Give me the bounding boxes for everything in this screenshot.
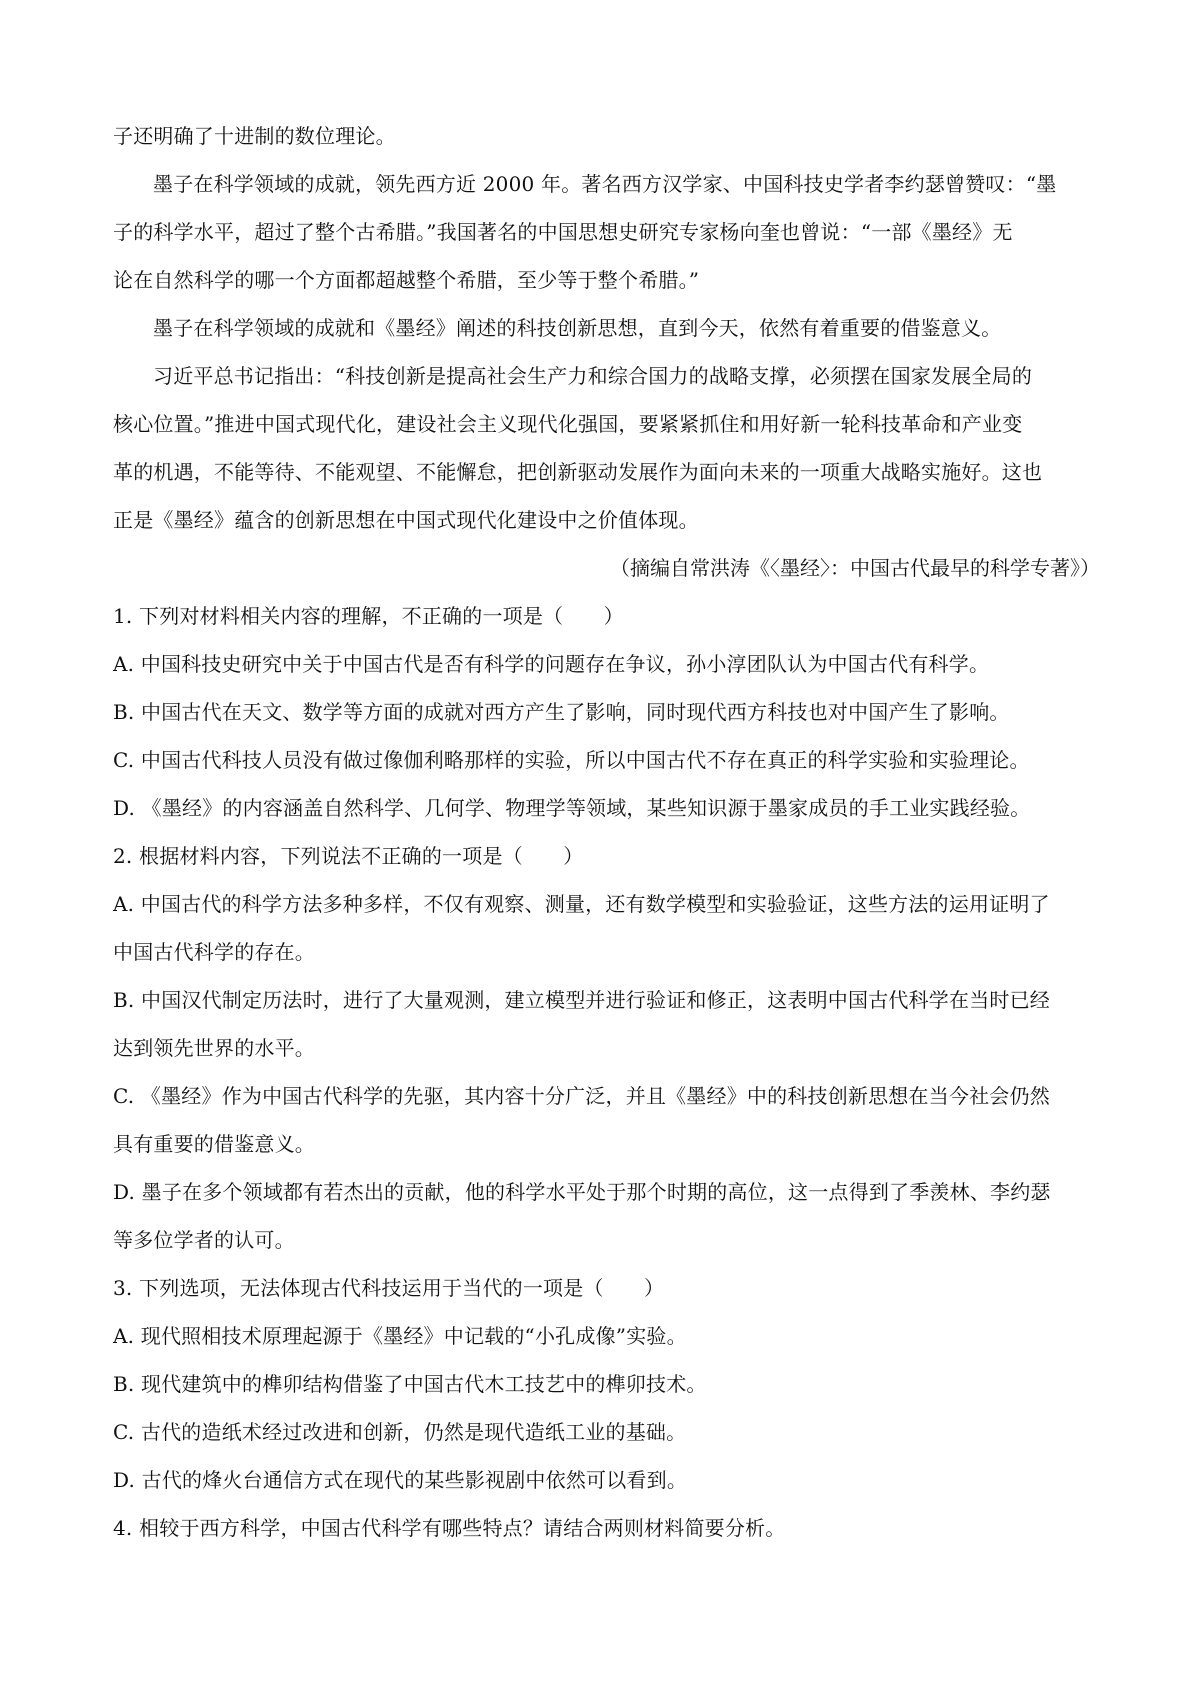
question (113, 832, 1100, 1264)
option-b: B. 现代建筑中的榫卯结构借鉴了中国古代木工技艺中的榫卯技术。 (113, 1372, 707, 1396)
question (113, 1264, 1100, 1504)
option-c: C. 《墨经》作为中国古代科学的先驱，其内容十分广泛，并且《墨经》中的科技创新思想在当今社会仍然 (113, 1084, 1050, 1108)
option-a: A. 中国古代的科学方法多种多样，不仅有观察、测量，还有数学模型和实验验证，这些方法的运用证明了 (113, 892, 1050, 916)
text-line: 墨子在科学领域的成就，领先西方近 2000 年。著名西方汉学家、中国科技史学者李约瑟曾赞叹：“墨 (153, 172, 1057, 196)
question-list (113, 592, 1100, 1552)
text-line: 子还明确了十进制的数位理论。 (113, 124, 396, 148)
option-d-continued: 等多位学者的认可。 (113, 1228, 295, 1252)
option-b: B. 中国汉代制定历法时，进行了大量观测，建立模型并进行验证和修正，这表明中国古代科学在当时已经 (113, 988, 1051, 1012)
article-paragraph (113, 304, 1100, 352)
option-a: A. 现代照相技术原理起源于《墨经》中记载的“小孔成像”实验。 (113, 1324, 687, 1348)
article-body (113, 112, 1100, 592)
article-source: （摘编自常洪涛《〈墨经〉：中国古代最早的科学专著》） (610, 556, 1100, 580)
option-a-continued: 中国古代科学的存在。 (113, 940, 315, 964)
option-d: D. 墨子在多个领域都有若杰出的贡献，他的科学水平处于那个时期的高位，这一点得到了季羡林、李约瑟 (113, 1180, 1051, 1204)
option-d: D. 古代的烽火台通信方式在现代的某些影视剧中依然可以看到。 (113, 1468, 688, 1492)
option-c: C. 古代的造纸术经过改进和创新，仍然是现代造纸工业的基础。 (113, 1420, 687, 1444)
question-stem: 1. 下列对材料相关内容的理解，不正确的一项是（ ） (113, 604, 624, 628)
option-c-continued: 具有重要的借鉴意义。 (113, 1132, 315, 1156)
option-b: B. 中国古代在天文、数学等方面的成就对西方产生了影响，同时现代西方科技也对中国产生了影响。 (113, 700, 1010, 724)
question-stem: 3. 下列选项，无法体现古代科技运用于当代的一项是（ ） (113, 1276, 665, 1300)
text-line: 核心位置。”推进中国式现代化，建设社会主义现代化强国，要紧紧抓住和用好新一轮科技革命和产业变 (113, 412, 1023, 436)
text-line: 正是《墨经》蕴含的创新思想在中国式现代化建设中之价值体现。 (113, 508, 699, 532)
option-b-continued: 达到领先世界的水平。 (113, 1036, 315, 1060)
article-paragraph (113, 160, 1100, 304)
question (113, 1504, 1100, 1552)
text-line: 论在自然科学的哪一个方面都超越整个希腊，至少等于整个希腊。” (113, 268, 700, 292)
text-line: 习近平总书记指出：“科技创新是提高社会生产力和综合国力的战略支撑，必须摆在国家发展全局的 (153, 364, 1033, 388)
option-a: A. 中国科技史研究中关于中国古代是否有科学的问题存在争议，孙小淳团队认为中国古代有科学。 (113, 652, 990, 676)
question-stem: 2. 根据材料内容，下列说法不正确的一项是（ ） (113, 844, 584, 868)
option-d: D. 《墨经》的内容涵盖自然科学、几何学、物理学等领域，某些知识源于墨家成员的手工业实践经验。 (113, 796, 1031, 820)
document-page (113, 112, 1100, 1552)
text-line: 革的机遇，不能等待、不能观望、不能懈怠，把创新驱动发展作为面向未来的一项重大战略实施好。这也 (113, 460, 1043, 484)
question (113, 592, 1100, 832)
article-paragraph (113, 352, 1100, 544)
question-stem: 4. 相较于西方科学，中国古代科学有哪些特点？请结合两则材料简要分析。 (113, 1516, 786, 1540)
text-line: 墨子在科学领域的成就和《墨经》阐述的科技创新思想，直到今天，依然有着重要的借鉴意义。 (153, 316, 1002, 340)
text-line: 子的科学水平，超过了整个古希腊。”我国著名的中国思想史研究专家杨向奎也曾说：“一部《墨经》无 (113, 220, 1013, 244)
option-c: C. 中国古代科技人员没有做过像伽利略那样的实验，所以中国古代不存在真正的科学实验和实验理论。 (113, 748, 1030, 772)
article-paragraph (113, 112, 1100, 160)
